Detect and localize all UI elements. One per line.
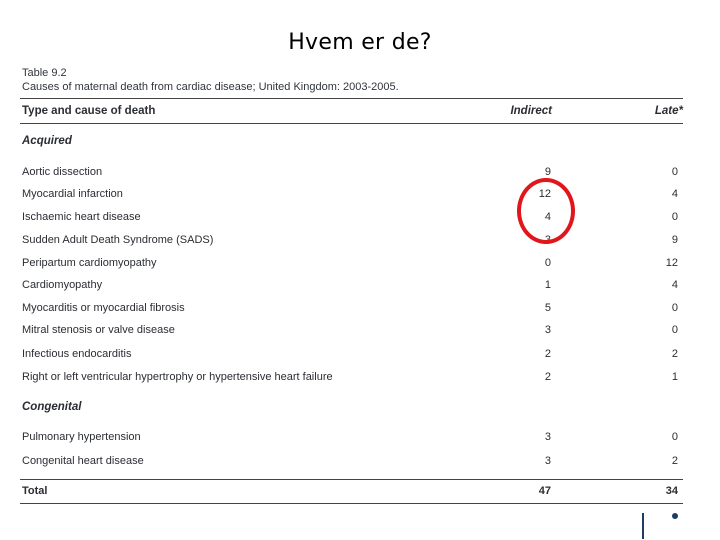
table-description: Causes of maternal death from cardiac disease; United Kingdom: 2003-2005. [22, 81, 399, 93]
indirect-count: 2 [544, 348, 551, 360]
table-row [20, 300, 683, 316]
total-indirect: 47 [538, 485, 551, 497]
late-count: 1 [671, 371, 678, 383]
total-row [20, 483, 683, 499]
late-count: 0 [671, 324, 678, 336]
indirect-count: 2 [544, 371, 551, 383]
total-late: 34 [665, 485, 678, 497]
table-number: Table 9.2 [22, 67, 67, 79]
cause-name: Peripartum cardiomyopathy [22, 257, 157, 269]
indirect-count: 12 [538, 188, 551, 200]
indirect-count: 3 [544, 234, 551, 246]
indirect-count: 5 [544, 302, 551, 314]
table-caption [22, 66, 399, 94]
cause-name: Aortic dissection [22, 166, 103, 178]
cause-name: Pulmonary hypertension [22, 431, 141, 443]
cause-name: Myocardial infarction [22, 188, 123, 200]
section-acquired: Acquired [22, 135, 72, 147]
late-count: 0 [671, 431, 678, 443]
table-top-rule [20, 98, 683, 99]
total-top-rule [20, 479, 683, 480]
cause-name: Right or left ventricular hypertrophy or hypertensive heart failure [22, 371, 333, 383]
table-row [20, 164, 683, 180]
late-count: 0 [671, 166, 678, 178]
table-row [20, 186, 683, 202]
indirect-count: 3 [544, 431, 551, 443]
cause-name: Ischaemic heart disease [22, 211, 141, 223]
table-row [20, 322, 683, 338]
table-bottom-rule [20, 503, 683, 504]
table-row [20, 255, 683, 271]
cause-name: Cardiomyopathy [22, 279, 103, 291]
highlight-circle [517, 178, 575, 244]
late-count: 0 [671, 211, 678, 223]
indirect-count: 4 [544, 211, 551, 223]
late-count: 2 [671, 455, 678, 467]
late-count: 12 [665, 257, 678, 269]
header-bottom-rule [20, 123, 683, 124]
corner-accent-line [642, 513, 644, 539]
cause-name: Mitral stenosis or valve disease [22, 324, 175, 336]
cause-name: Myocarditis or myocardial fibrosis [22, 302, 185, 314]
indirect-count: 3 [544, 455, 551, 467]
slide-title: Hvem er de? [288, 30, 432, 55]
total-label: Total [22, 485, 48, 497]
table-row [20, 232, 683, 248]
table-row [20, 453, 683, 469]
header-indirect: Indirect [510, 105, 552, 117]
header-type-cause: Type and cause of death [22, 105, 156, 117]
late-count: 4 [671, 188, 678, 200]
late-count: 2 [671, 348, 678, 360]
indirect-count: 0 [544, 257, 551, 269]
late-count: 0 [671, 302, 678, 314]
table-row [20, 346, 683, 362]
table-row [20, 209, 683, 225]
indirect-count: 3 [544, 324, 551, 336]
section-congenital: Congenital [22, 401, 82, 413]
header-late: Late* [654, 105, 683, 117]
late-count: 4 [671, 279, 678, 291]
table-row [20, 277, 683, 293]
table-row [20, 369, 683, 385]
cause-name: Sudden Adult Death Syndrome (SADS) [22, 234, 214, 246]
indirect-count: 1 [544, 279, 551, 291]
cause-name: Congenital heart disease [22, 455, 144, 467]
cause-name: Infectious endocarditis [22, 348, 132, 360]
corner-accent-dot [672, 513, 678, 519]
table-row [20, 429, 683, 445]
late-count: 9 [671, 234, 678, 246]
indirect-count: 9 [544, 166, 551, 178]
